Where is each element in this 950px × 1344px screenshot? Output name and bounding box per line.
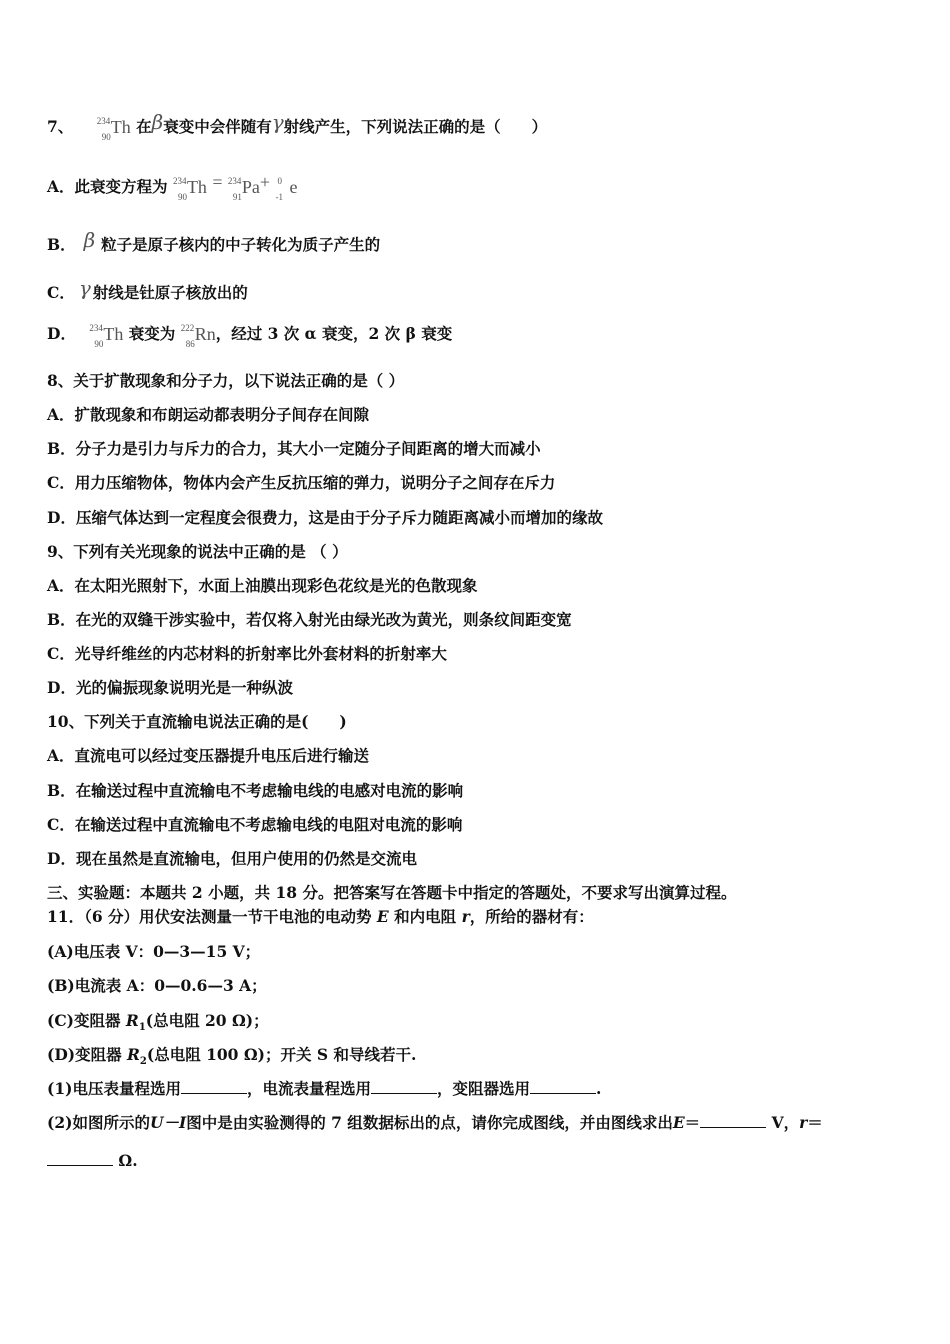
answer-blank[interactable] xyxy=(47,1151,113,1166)
q10-option-d: D．现在虽然是直流输电，但用户使用的仍然是交流电 xyxy=(47,849,417,868)
q7-stem: 7、 234 90 Th 在β衰变中会伴随有γ射线产生，下列说法正确的是（ ） xyxy=(47,110,548,142)
q11-item-b: (B)电流表 A：0—0.6—3 A； xyxy=(47,976,267,995)
q11-part-1: (1)电压表量程选用 ，电流表量程选用 ，变阻器选用 . xyxy=(47,1079,602,1098)
q10-option-b: B．在输送过程中直流输电不考虑输电线的电感对电流的影响 xyxy=(47,781,464,800)
q11-part-2: (2)如图所示的U－I图中是由实验测得的 7 组数据标出的点，请你完成图线，并由图线求出E＝ V，r＝ xyxy=(47,1113,823,1132)
q9-option-c: C．光导纤维丝的内芯材料的折射率比外套材料的折射率大 xyxy=(47,644,447,663)
answer-blank[interactable] xyxy=(700,1113,766,1128)
thorium-isotope: 234 90 Th xyxy=(89,323,124,349)
q8-option-c: C．用力压缩物体，物体内会产生反抗压缩的弹力，说明分子之间存在斥力 xyxy=(47,473,556,492)
q9-stem: 9、下列有关光现象的说法中正确的是 （ ） xyxy=(47,542,348,561)
beta-symbol: β xyxy=(83,228,96,252)
gamma-symbol: γ xyxy=(271,110,284,134)
q8-stem: 8、关于扩散现象和分子力，以下说法正确的是（ ） xyxy=(47,371,405,390)
q8-option-d: D．压缩气体达到一定程度会很费力，这是由于分子斥力随距离减小而增加的缘故 xyxy=(47,508,603,527)
q10-option-a: A．直流电可以经过变压器提升电压后进行输送 xyxy=(47,746,370,765)
q7-number: 7、 xyxy=(47,117,74,136)
thorium-isotope: 234 90 Th xyxy=(96,116,131,142)
q7-option-d: D． 234 90 Th 衰变为 222 86 Rn，经过 3 次 α 衰变，2 次 β 衰变 xyxy=(47,323,453,349)
q10-stem: 10、下列关于直流输电说法正确的是( ) xyxy=(47,712,347,731)
q11-item-c: (C)变阻器 $R_1$(总电阻 20 Ω)； xyxy=(47,1011,269,1034)
q8-option-a: A．扩散现象和布朗运动都表明分子间存在间隙 xyxy=(47,405,370,424)
thorium-isotope: 234 90 Th xyxy=(172,176,207,202)
q7-option-b: B． β 粒子是原子核内的中子转化为质子产生的 xyxy=(47,228,381,254)
q11-item-a: (A)电压表 V：0—3—15 V； xyxy=(47,942,261,961)
beta-symbol: β xyxy=(151,110,164,134)
q10-option-c: C．在输送过程中直流输电不考虑输电线的电阻对电流的影响 xyxy=(47,815,463,834)
q11-item-d: (D)变阻器 $R_2$(总电阻 100 Ω)；开关 S 和导线若干. xyxy=(47,1045,417,1068)
answer-blank[interactable] xyxy=(181,1079,247,1094)
radon-isotope: 222 86 Rn xyxy=(180,323,216,349)
q7-option-c: C． γ 射线是钍原子核放出的 xyxy=(47,276,248,302)
electron-symbol: 0 -1 e xyxy=(275,176,298,202)
gamma-symbol: γ xyxy=(78,276,91,300)
q9-option-d: D．光的偏振现象说明光是一种纵波 xyxy=(47,678,293,697)
answer-blank[interactable] xyxy=(530,1079,596,1094)
q11-stem: 11．（6 分）用伏安法测量一节干电池的电动势 E 和内电阻 r，所给的器材有： xyxy=(47,907,594,926)
section-heading: 三、实验题：本题共 2 小题，共 18 分。把答案写在答题卡中指定的答题处，不要求写出演算过程。 xyxy=(47,883,737,902)
q9-option-b: B．在光的双缝干涉实验中，若仅将入射光由绿光改为黄光，则条纹间距变宽 xyxy=(47,610,572,629)
answer-blank[interactable] xyxy=(371,1079,437,1094)
q11-part-2-cont: Ω. xyxy=(47,1151,138,1171)
q7-option-a: A．此衰变方程为 234 90 Th = 234 91 Pa+ 0 -1 e xyxy=(47,172,298,202)
protactinium-isotope: 234 91 Pa xyxy=(227,176,260,202)
q8-option-b: B．分子力是引力与斥力的合力，其大小一定随分子间距离的增大而减小 xyxy=(47,439,541,458)
q9-option-a: A．在太阳光照射下，水面上油膜出现彩色花纹是光的色散现象 xyxy=(47,576,478,595)
